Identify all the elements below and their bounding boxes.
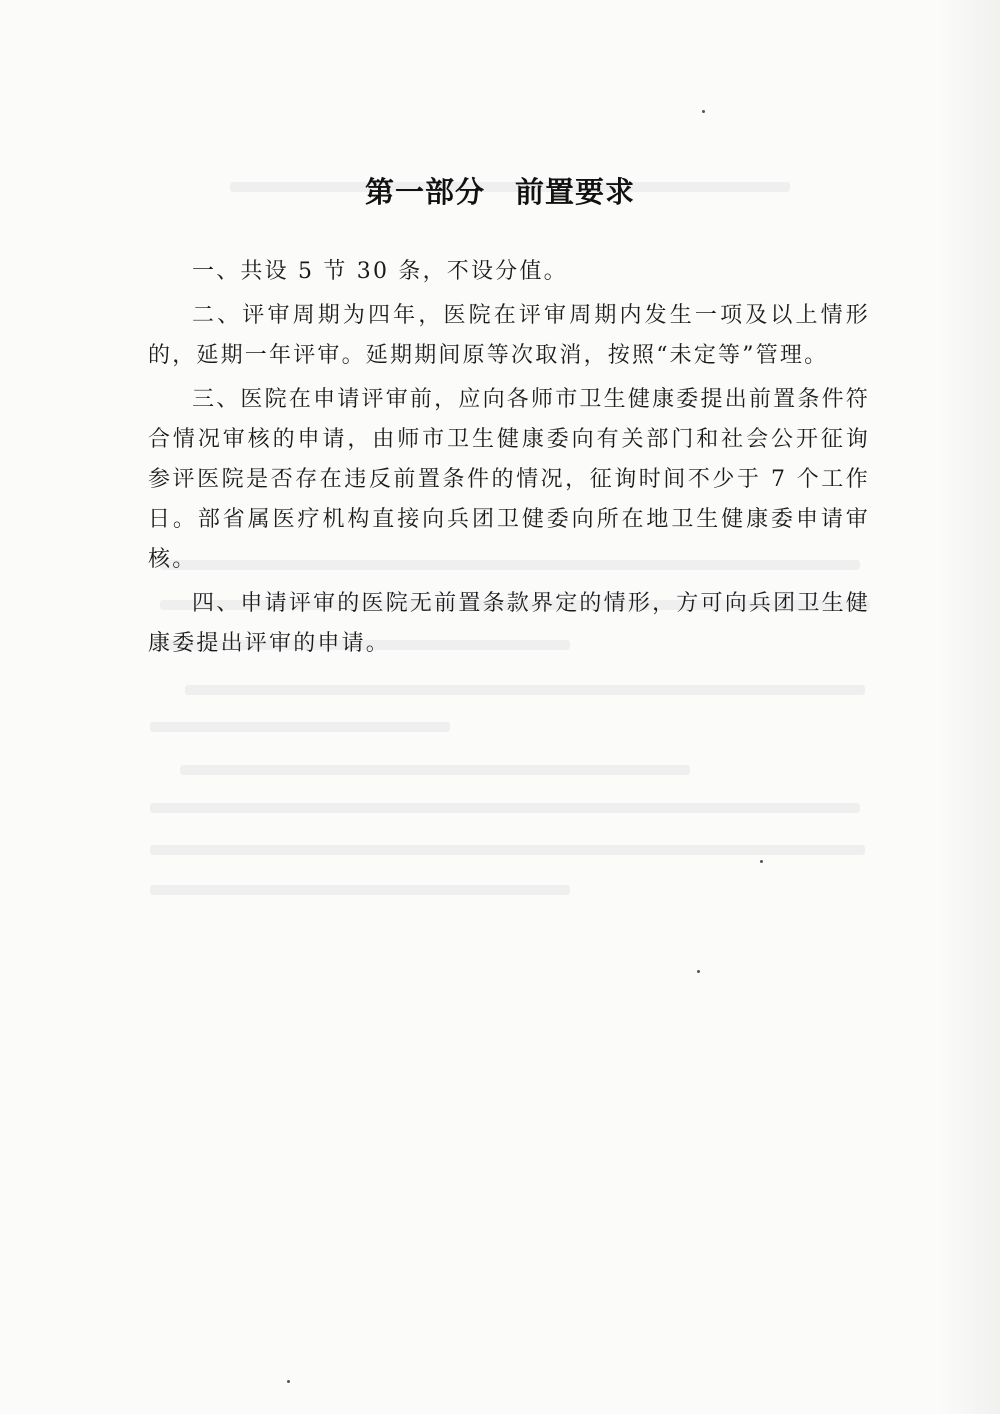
- page-edge-shadow: [940, 0, 1000, 1414]
- paragraph-2: 二、评审周期为四年，医院在评审周期内发生一项及以上情形的，延期一年评审。延期期间原等次取消，按照“未定等”管理。: [148, 303, 870, 368]
- scan-speck: [702, 110, 705, 113]
- scan-speck: [697, 970, 700, 973]
- paragraph-4: 四、申请评审的医院无前置条款界定的情形，方可向兵团卫生健康委提出评审的申请。: [148, 591, 870, 656]
- bleed-through-mark: [150, 803, 860, 813]
- scan-speck: [760, 860, 763, 863]
- bleed-through-mark: [150, 885, 570, 895]
- document-body: [148, 252, 870, 668]
- paragraph-1: 一、共设 5 节 30 条，不设分值。: [192, 259, 568, 284]
- bleed-through-mark: [185, 685, 865, 695]
- paragraph-3: 三、医院在申请评审前，应向各师市卫生健康委提出前置条件符合情况审核的申请，由师市卫生健康委向有关部门和社会公开征询参评医院是否存在违反前置条件的情况，征询时间不少于 7 个工作日。部省属医疗机构直接向兵团卫健委向所在地卫生健康委申请审核。: [148, 387, 870, 572]
- bleed-through-mark: [150, 722, 450, 732]
- bleed-through-mark: [150, 845, 865, 855]
- bleed-through-mark: [180, 765, 690, 775]
- page-title: 第一部分 前置要求: [364, 175, 635, 209]
- scan-speck: [287, 1380, 290, 1383]
